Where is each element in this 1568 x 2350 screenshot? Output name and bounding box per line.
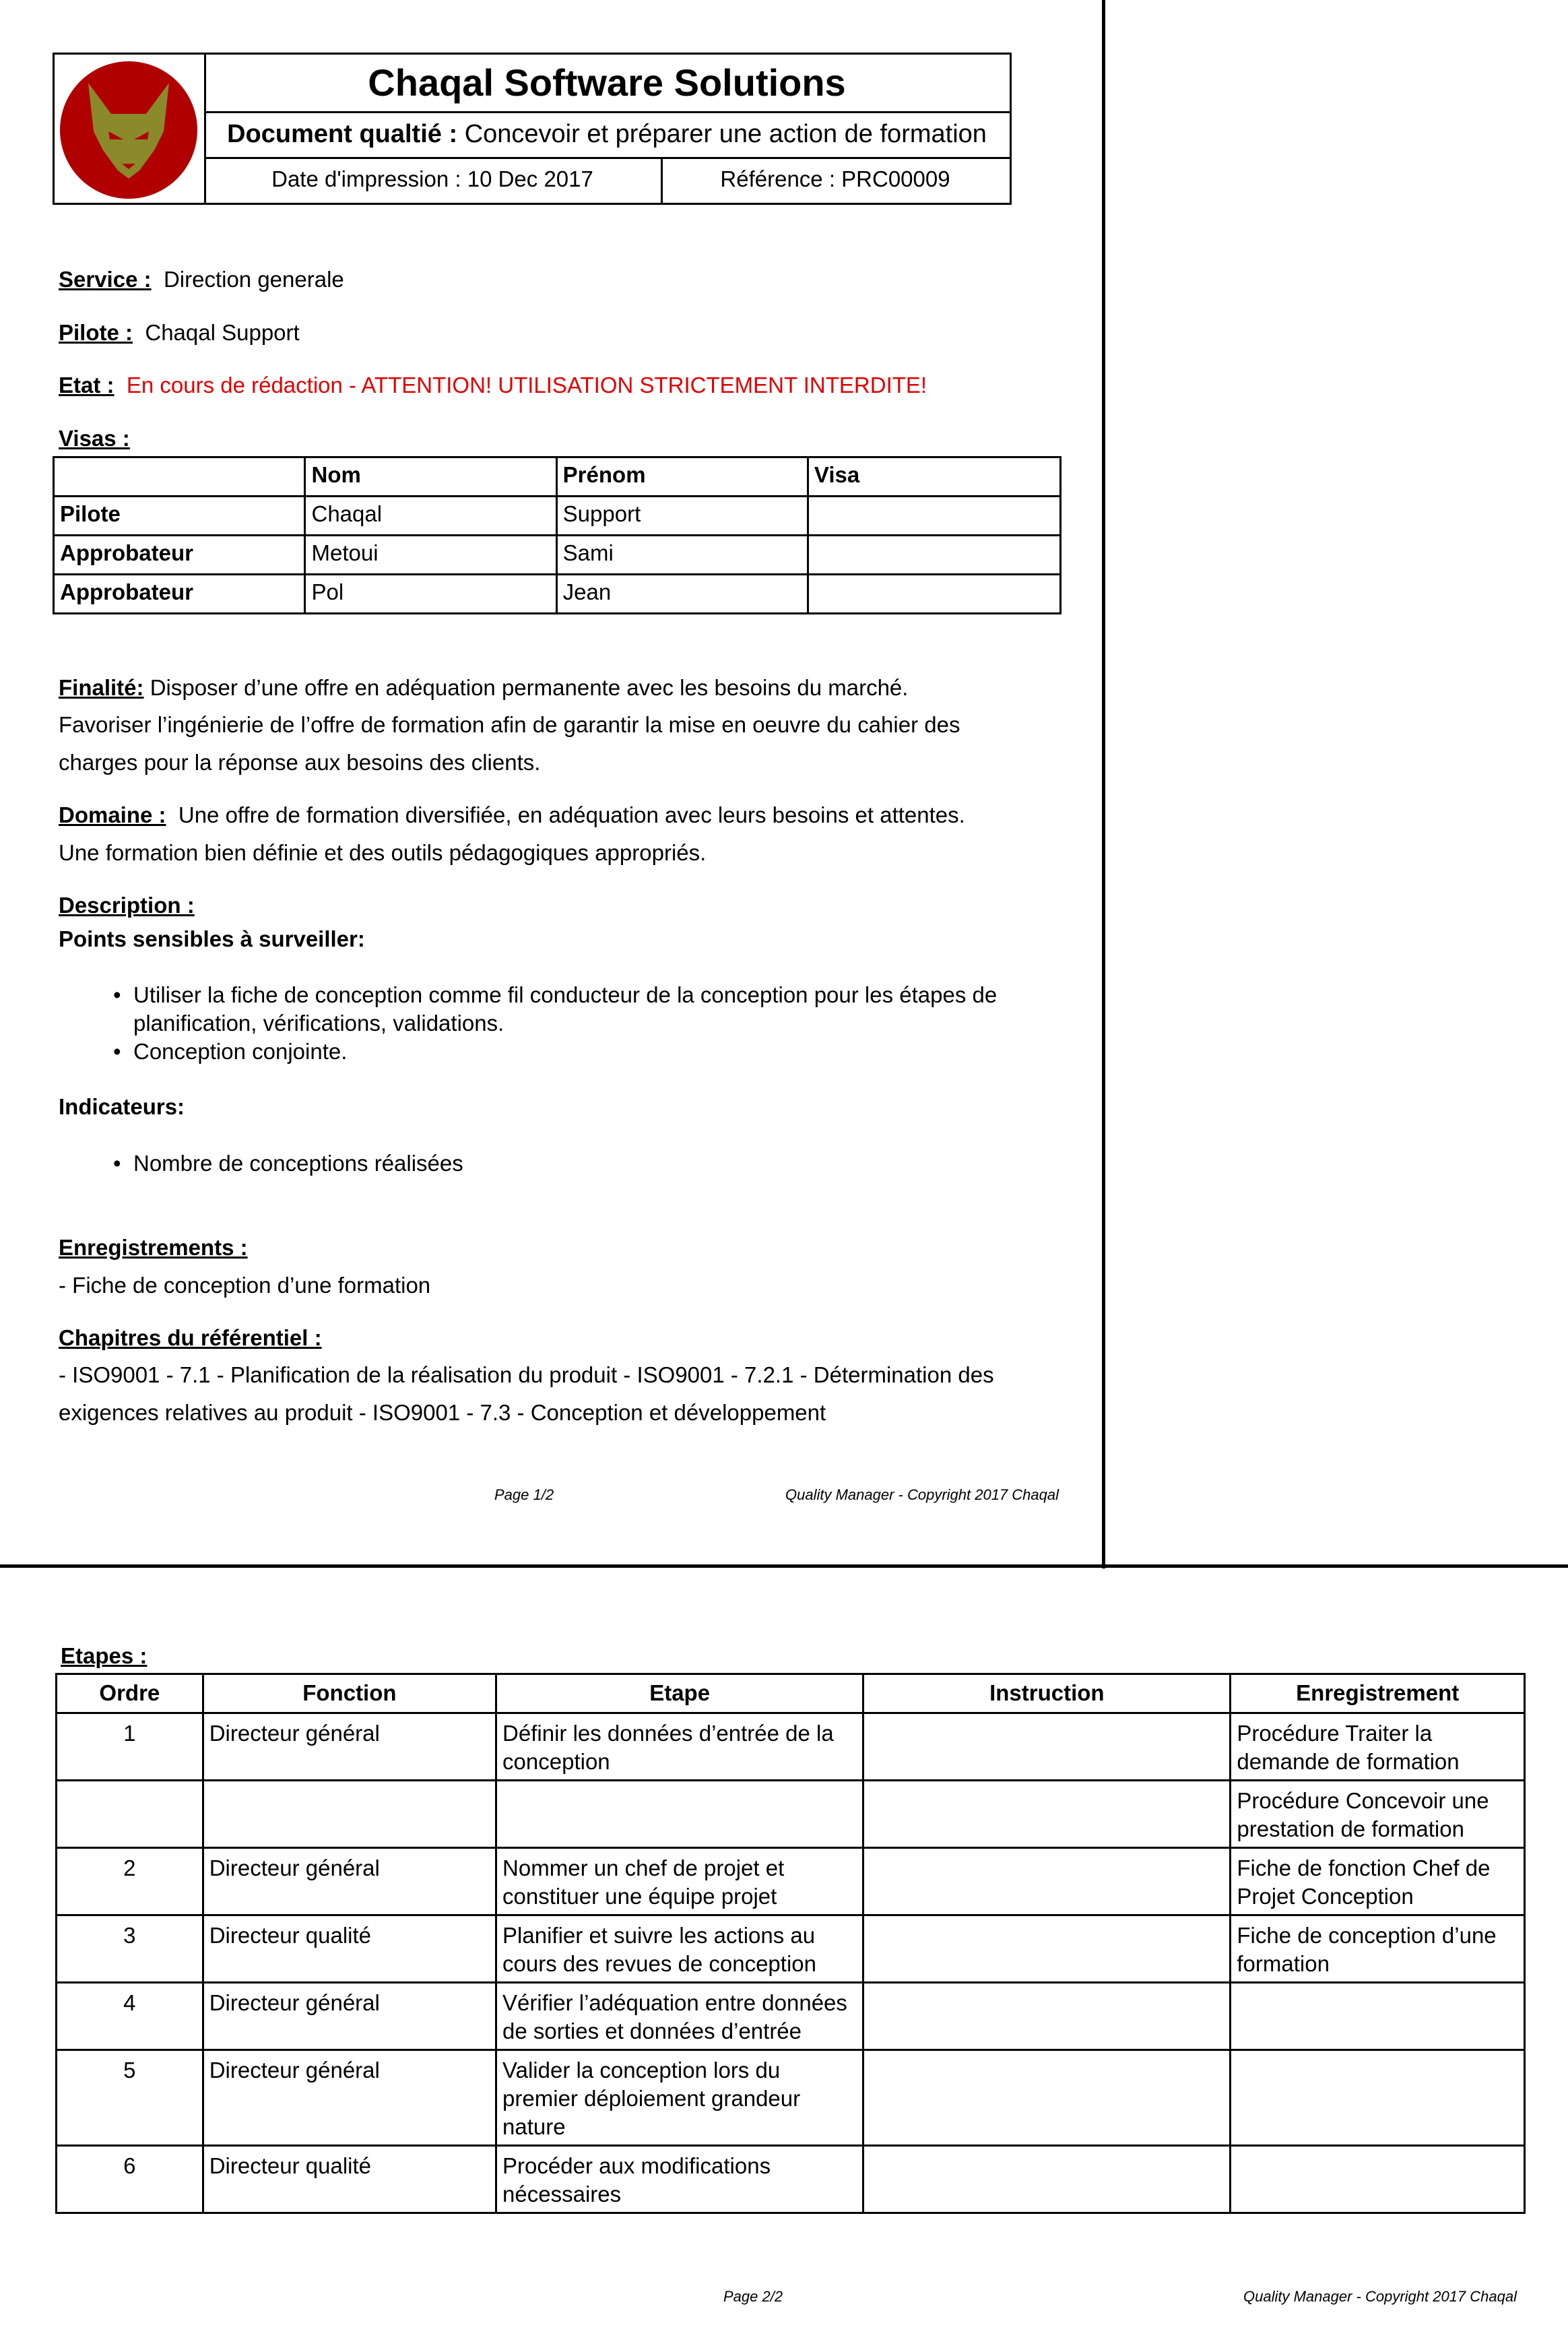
table-cell: Procédure Concevoir une prestation de formation (1231, 1781, 1525, 1848)
enregistrements-value: - Fiche de conception d’une formation (59, 1273, 431, 1298)
list-item-text: Nombre de conceptions réalisées (133, 1151, 463, 1176)
chapitres-line-2: exigences relatives au produit - ISO9001 - 7.3 - Conception et développement (59, 1400, 826, 1425)
chapitres-line-1: - ISO9001 - 7.1 - Planification de la réalisation du produit - ISO9001 - 7.2.1 - Détermination des (59, 1362, 994, 1387)
enregistrements-label (59, 1229, 248, 1267)
table-cell: Pilote (54, 497, 305, 536)
table-cell: Fiche de conception d’une formation (1231, 1915, 1525, 1983)
table-cell (863, 1781, 1231, 1848)
list-item-text: Utiliser la fiche de conception comme fil conducteur de la conception pour les étapes de planification, vérifications, validations. (133, 982, 998, 1036)
list-item (113, 1038, 1029, 1066)
table-cell: Planifier et suivre les actions au cours des revues de conception (496, 1915, 863, 1983)
table-row (57, 1915, 1525, 1983)
table-header-cell: Etape (496, 1674, 863, 1713)
table-header-cell: Visa (808, 457, 1060, 497)
table-cell: Procédure Traiter la demande de formation (1231, 1713, 1525, 1781)
list-item (113, 1149, 1029, 1178)
table-cell: Pol (305, 575, 556, 614)
table-header-cell: Ordre (57, 1674, 203, 1713)
table-cell: 6 (57, 2146, 203, 2213)
table-cell (863, 1848, 1231, 1915)
table-cell: Chaqal (305, 497, 556, 536)
chapitres-label (59, 1319, 322, 1357)
table-row (54, 575, 1061, 614)
etapes-label-text: Etapes : (61, 1643, 148, 1668)
table-cell: Vérifier l’adéquation entre données de sorties et données d’entrée (496, 1983, 863, 2050)
table-cell (203, 1781, 496, 1848)
table-cell: Metoui (305, 536, 556, 575)
table-cell (808, 497, 1060, 536)
table-cell (1231, 2146, 1525, 2213)
table-row (57, 1781, 1525, 1848)
document-header (53, 53, 1012, 205)
finalite-line-2: Favoriser l’ingénierie de l’offre de formation afin de garantir la mise en oeuvre du cahier des (59, 712, 960, 737)
list-item-text: Conception conjointe. (133, 1039, 348, 1064)
table-header-cell: Instruction (863, 1674, 1231, 1713)
table-cell (1231, 1983, 1525, 2050)
table-cell: Directeur qualité (203, 2146, 496, 2213)
pilote-label: Pilote : (59, 320, 133, 345)
table-header-cell: Prénom (556, 457, 808, 497)
table-cell: Directeur général (203, 1848, 496, 1915)
table-cell (808, 575, 1060, 614)
indicateurs-title: Indicateurs: (59, 1094, 185, 1119)
visas-label-text: Visas : (59, 426, 130, 451)
footer-page-number: Page 1/2 (494, 1486, 554, 1503)
table-header-cell: Nom (305, 457, 556, 497)
footer-page-number-2: Page 2/2 (723, 2288, 783, 2305)
table-cell (863, 2146, 1231, 2213)
table-cell (808, 536, 1060, 575)
visas-label (59, 420, 130, 457)
table-header-cell: Enregistrement (1231, 1674, 1525, 1713)
bullet-icon: • (113, 1039, 121, 1064)
table-row (57, 1713, 1525, 1781)
table-cell: Directeur général (203, 1713, 496, 1781)
table-cell: Approbateur (54, 536, 305, 575)
etat-line (59, 367, 927, 404)
service-label: Service : (59, 267, 152, 292)
table-header-cell (54, 457, 305, 497)
table-cell: Fiche de fonction Chef de Projet Conception (1231, 1848, 1525, 1915)
etapes-table (55, 1673, 1526, 2214)
description-label-text: Description : (59, 893, 195, 918)
company-title: Chaqal Software Solutions (204, 55, 1010, 113)
pilote-value: Chaqal Support (145, 320, 300, 345)
service-line (59, 261, 344, 298)
visas-table (53, 456, 1061, 614)
enregistrements-label-text: Enregistrements : (59, 1235, 248, 1260)
document-name: Concevoir et préparer une action de formation (464, 120, 987, 148)
table-row (54, 536, 1061, 575)
table-row (57, 2146, 1525, 2213)
page-separator-vertical (1102, 0, 1105, 1568)
table-cell: Directeur général (203, 1983, 496, 2050)
table-cell (57, 1781, 203, 1848)
bullet-icon: • (113, 982, 121, 1007)
table-cell: 5 (57, 2050, 203, 2146)
table-cell: 4 (57, 1983, 203, 2050)
table-cell (863, 1915, 1231, 1983)
finalite-label: Finalité: (59, 675, 144, 700)
document-label: Document qualtié : (227, 120, 458, 148)
table-cell: 2 (57, 1848, 203, 1915)
service-value: Direction generale (163, 267, 344, 292)
etat-label: Etat : (59, 373, 115, 398)
domaine-text-1: Une offre de formation diversifiée, en adéquation avec leurs besoins et attentes. (178, 802, 965, 827)
etat-value: En cours de rédaction - ATTENTION! UTILISATION STRICTEMENT INTERDITE! (126, 373, 927, 398)
bullet-icon: • (113, 1151, 121, 1176)
table-row (57, 1848, 1525, 1915)
points-list (113, 981, 1029, 1066)
table-cell: 3 (57, 1915, 203, 1983)
logo-cell (55, 55, 206, 203)
table-row (57, 2050, 1525, 2146)
domaine-label: Domaine : (59, 802, 166, 827)
document-title (204, 111, 1010, 159)
etapes-label (61, 1637, 147, 1675)
table-cell: Nommer un chef de projet et constituer une équipe projet (496, 1848, 863, 1915)
table-cell: Définir les données d’entrée de la conception (496, 1713, 863, 1781)
page-separator-horizontal (0, 1564, 1568, 1568)
table-cell (863, 2050, 1231, 2146)
table-cell: 1 (57, 1713, 203, 1781)
table-cell: Sami (556, 536, 808, 575)
table-cell (863, 1713, 1231, 1781)
table-cell (496, 1781, 863, 1848)
points-title: Points sensibles à surveiller: (59, 926, 365, 951)
chapitres-label-text: Chapitres du référentiel : (59, 1325, 322, 1350)
indicateurs-list (113, 1149, 1029, 1178)
domaine-line-2: Une formation bien définie et des outils pédagogiques appropriés. (59, 840, 707, 865)
table-cell: Valider la conception lors du premier déploiement grandeur nature (496, 2050, 863, 2146)
list-item (113, 981, 1029, 1038)
table-row (54, 497, 1061, 536)
table-header-row (57, 1674, 1525, 1713)
table-cell: Support (556, 497, 808, 536)
description-label (59, 887, 195, 924)
table-cell (863, 1983, 1231, 2050)
footer-copyright-2: Quality Manager - Copyright 2017 Chaqal (1243, 2288, 1517, 2305)
table-cell: Approbateur (54, 575, 305, 614)
table-row (57, 1983, 1525, 2050)
table-cell: Procéder aux modifications nécessaires (496, 2146, 863, 2213)
fox-head-logo-icon (56, 56, 201, 204)
finalite-line-1 (59, 669, 908, 707)
pilote-line (59, 314, 300, 352)
table-cell: Jean (556, 575, 808, 614)
table-cell: Directeur qualité (203, 1915, 496, 1983)
print-date: Date d'impression : 10 Dec 2017 (204, 157, 663, 203)
domaine-line-1 (59, 796, 965, 834)
table-cell: Directeur général (203, 2050, 496, 2146)
finalite-text-1: Disposer d’une offre en adéquation permanente avec les besoins du marché. (150, 675, 909, 700)
table-cell (1231, 2050, 1525, 2146)
table-header-cell: Fonction (203, 1674, 496, 1713)
finalite-line-3: charges pour la réponse aux besoins des clients. (59, 750, 541, 775)
footer-copyright: Quality Manager - Copyright 2017 Chaqal (785, 1486, 1059, 1503)
reference: Référence : PRC00009 (720, 166, 950, 191)
table-header-row (54, 457, 1061, 497)
